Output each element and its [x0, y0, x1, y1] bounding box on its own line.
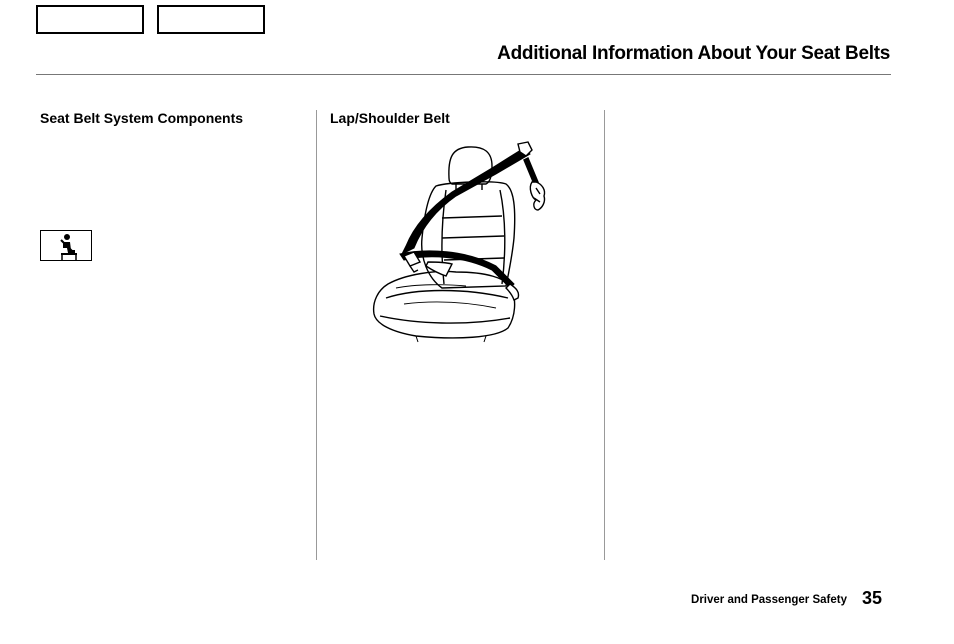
- footer-section-name: Driver and Passenger Safety: [691, 594, 847, 606]
- column-divider-left: [316, 110, 317, 560]
- title-divider: [36, 74, 891, 75]
- seat-belt-illustration: [356, 138, 571, 348]
- page-title: Additional Information About Your Seat Belts: [497, 43, 890, 64]
- shoulder-belt: [402, 148, 530, 254]
- seat-belt-reminder-icon: [41, 231, 93, 262]
- section-heading-lap-shoulder-belt: Lap/Shoulder Belt: [330, 110, 450, 126]
- nav-button-main-menu[interactable]: [36, 5, 144, 34]
- column-divider-right: [604, 110, 605, 560]
- section-heading-components: Seat Belt System Components: [40, 110, 244, 126]
- seat-belt-indicator-box: [40, 230, 92, 261]
- nav-button-section-index[interactable]: [157, 5, 265, 34]
- page-number: 35: [862, 588, 883, 608]
- belt-retractor: [530, 182, 544, 210]
